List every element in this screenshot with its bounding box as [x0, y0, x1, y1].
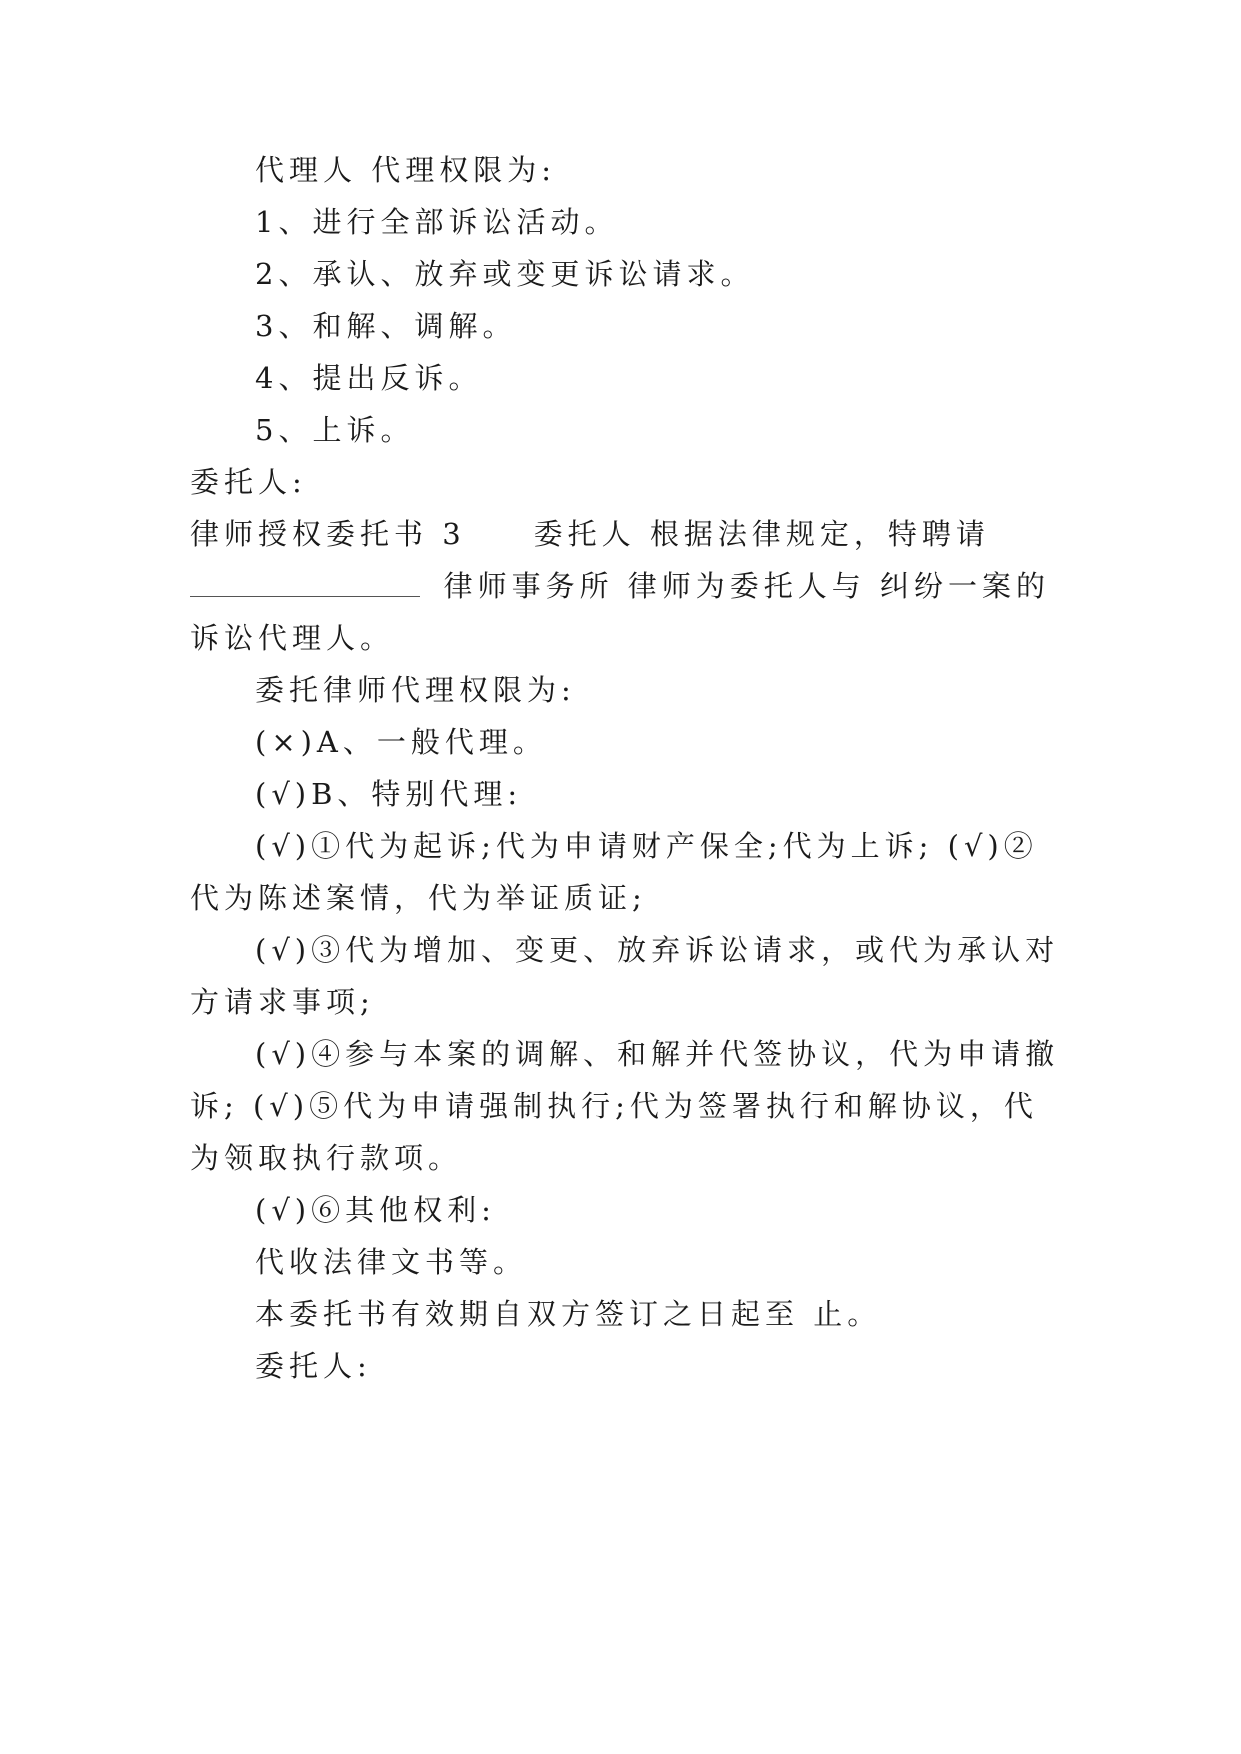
litigation-agent-line: 诉讼代理人。 — [190, 621, 395, 655]
list-item-2: 2、承认、放弃或变更诉讼请求。 — [255, 257, 755, 291]
special-agency-line: (√)B、特别代理: — [255, 777, 523, 811]
list-item-4: 4、提出反诉。 — [255, 361, 483, 395]
authority-heading: 委托律师代理权限为: — [255, 673, 576, 707]
principal-signature-label: 委托人: — [255, 1349, 372, 1383]
section-title-line: 律师授权委托书 3 委托人 根据法律规定，特聘请 — [190, 517, 990, 551]
item-5-cont-line: 为领取执行款项。 — [190, 1141, 463, 1175]
list-item-5: 5、上诉。 — [255, 413, 415, 447]
item-4-5-cont-line: 诉; (√)⑤代为申请强制执行;代为签署执行和解协议，代 — [190, 1089, 1038, 1123]
item-2-cont-line: 代为陈述案情，代为举证质证; — [190, 881, 647, 915]
item-1-2-line: (√)①代为起诉;代为申请财产保全;代为上诉; (√)② — [255, 829, 1038, 863]
item-3-cont-line: 方请求事项; — [190, 985, 375, 1019]
legal-documents-line: 代收法律文书等。 — [255, 1245, 528, 1279]
list-item-1: 1、进行全部诉讼活动。 — [255, 205, 619, 239]
law-firm-line — [190, 566, 1050, 606]
paragraph-agent-authority: 代理人 代理权限为: — [255, 153, 556, 187]
item-6-line: (√)⑥其他权利: — [255, 1193, 496, 1227]
blank-underline — [190, 566, 420, 597]
list-item-3: 3、和解、调解。 — [255, 309, 517, 343]
item-3-line: (√)③代为增加、变更、放弃诉讼请求，或代为承认对 — [255, 933, 1060, 967]
principal-label: 委托人: — [190, 465, 307, 499]
item-4-line: (√)④参与本案的调解、和解并代签协议，代为申请撤 — [255, 1037, 1060, 1071]
law-firm-text: 律师事务所 律师为委托人与 纠纷一案的 — [443, 569, 1050, 603]
general-agency-line: (×)A、一般代理。 — [255, 725, 547, 759]
validity-period-line: 本委托书有效期自双方签订之日起至 止。 — [255, 1297, 882, 1331]
